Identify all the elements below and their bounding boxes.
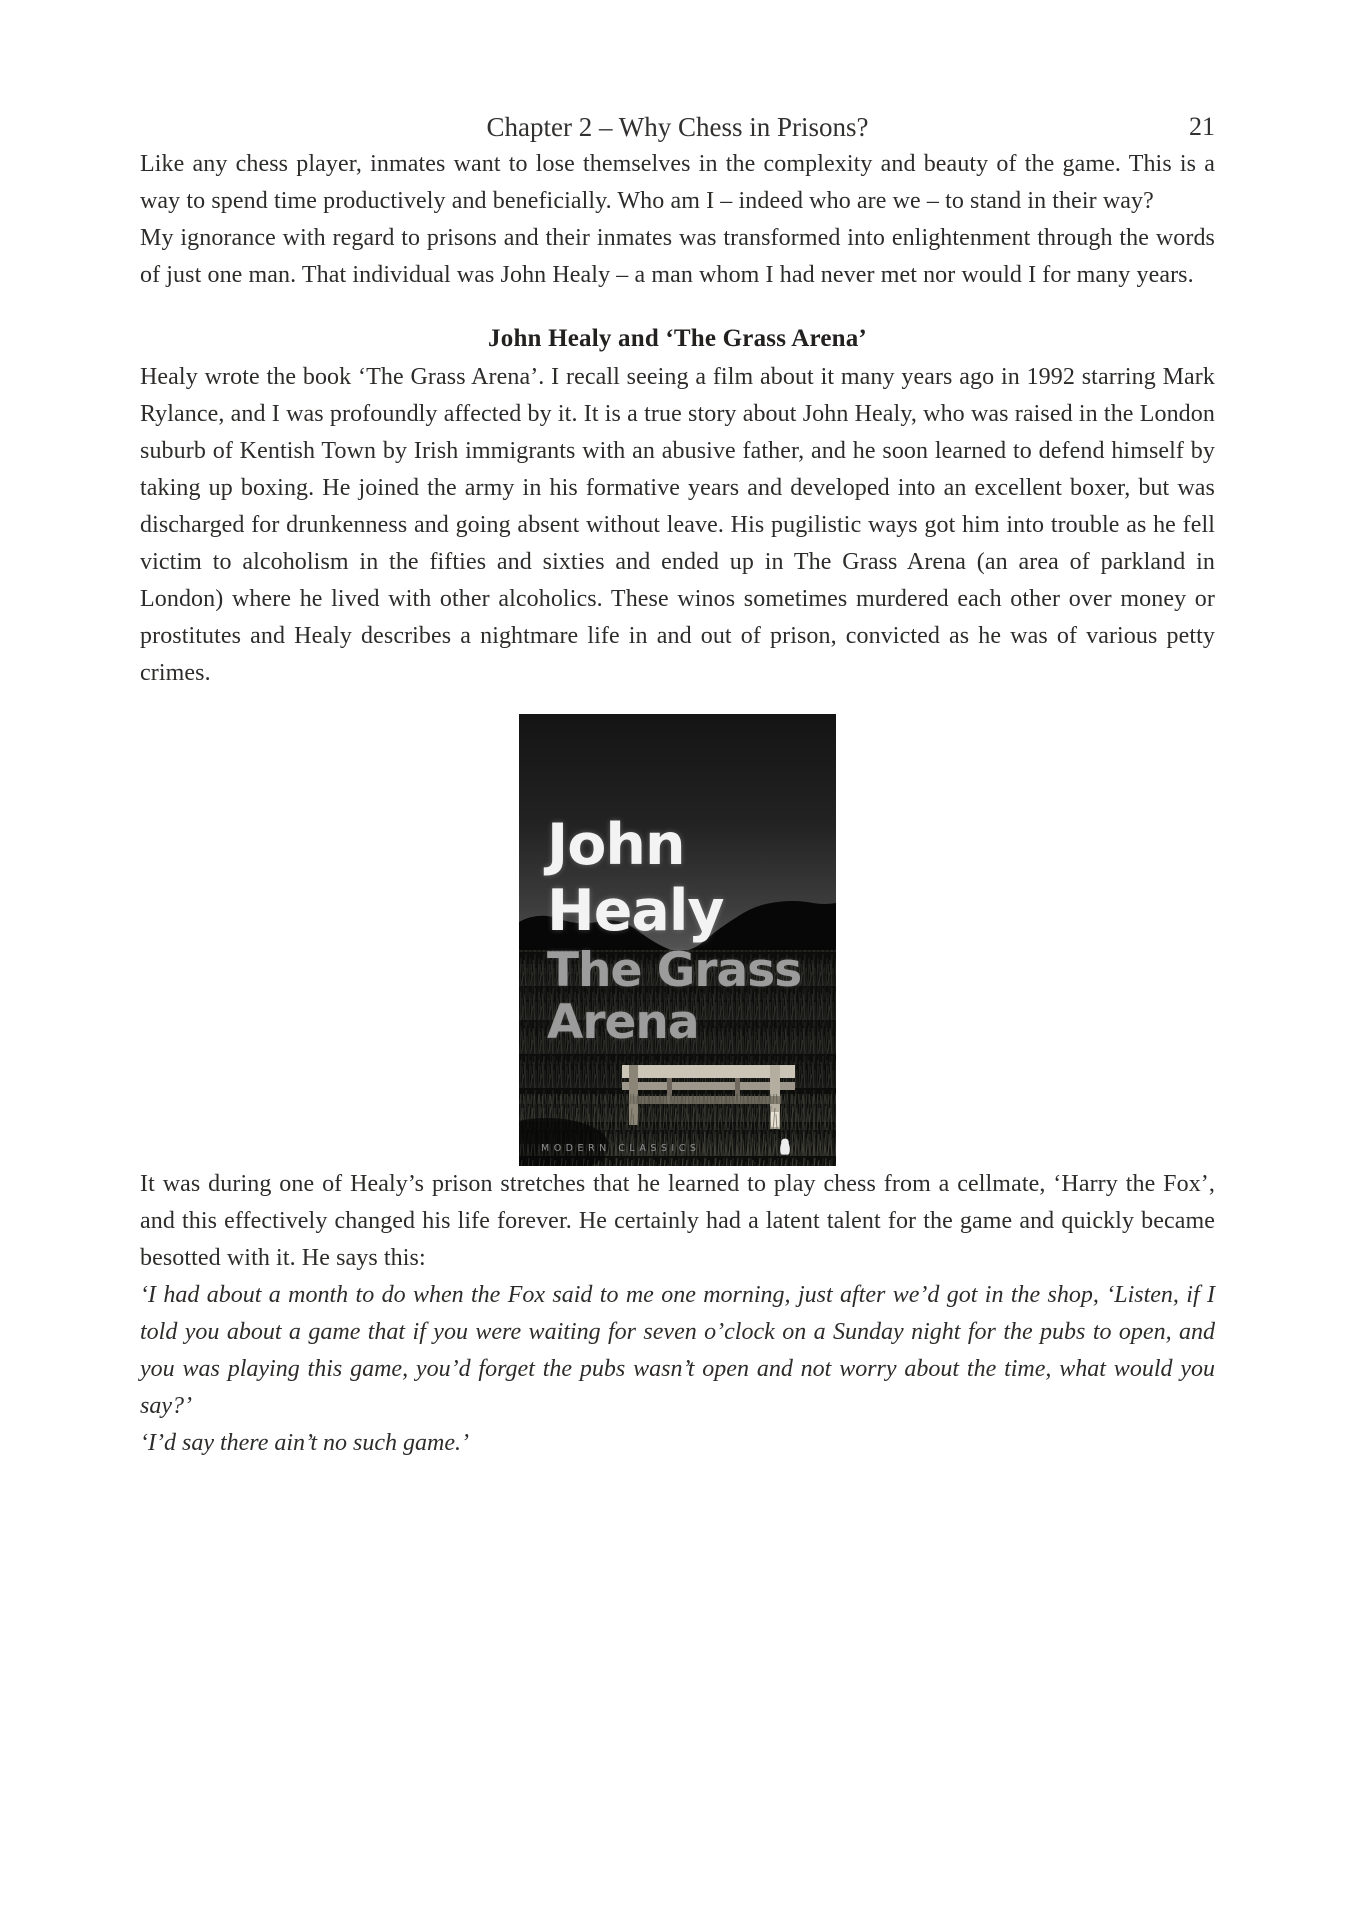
penguin-logo-icon <box>779 1138 791 1156</box>
paragraph-intro: Like any chess player, inmates want to lose themselves in the complexity and beauty of the game. This is a way to spend time productively and beneficially. Who am I – indeed who are we – to stand in their way? <box>140 151 1215 214</box>
paragraph-prison-chess: It was during one of Healy’s prison stretches that he learned to play chess from a cellmate, ‘Harry the Fox’, and this effectively changed his life forever. He certainly had a latent talent for the game and quickly became besotted with it. He says this: <box>140 1171 1215 1271</box>
cover-book-title <box>547 945 801 1049</box>
quote-fox-speech: ‘I had about a month to do when the Fox said to me one morning, just after we’d got in the shop, ‘Listen, if I told you about a game that if you were waiting for seven o’clock on a Sunday night for the pubs to open, and you was playing this game, you’d forget the pubs wasn’t open and not worry about the time, what would you say?’ <box>140 1282 1215 1419</box>
quote-reply: ‘I’d say there ain’t no such game.’ <box>140 1430 470 1456</box>
cover-series-label: MODERN CLASSICS <box>541 1143 701 1154</box>
paragraph-healy-bio: Healy wrote the book ‘The Grass Arena’. I recall seeing a film about it many years ago in 1992 starring Mark Rylance, and I was profoundly affected by it. It is a true story about John Healy, who was raised in the London suburb of Kentish Town by Irish immigrants with an abusive father, and he soon learned to defend himself by taking up boxing. He joined the army in his formative years and developed into an excellent boxer, but was discharged for drunkenness and going absent without leave. His pugilistic ways got him into trouble as he fell victim to alcoholism in the fifties and sixties and ended up in The Grass Arena (an area of parkland in London) where he lived with other alcoholics. These winos sometimes murdered each other over money or prostitutes and Healy describes a nightmare life in and out of prison, convicted as he was of various petty crimes. <box>140 364 1215 686</box>
book-page <box>140 110 1215 1462</box>
cover-author-line2: Healy <box>547 878 724 944</box>
cover-author-line1: John <box>547 812 685 878</box>
book-cover <box>519 714 836 1166</box>
running-head <box>140 110 1215 146</box>
cover-title-line2: Arena <box>547 995 699 1050</box>
chapter-title: Chapter 2 – Why Chess in Prisons? <box>486 112 869 142</box>
cover-author-name <box>547 812 724 944</box>
section-heading: John Healy and ‘The Grass Arena’ <box>488 325 867 352</box>
page-number: 21 <box>1189 112 1215 141</box>
book-cover-figure <box>519 714 836 1166</box>
cover-title-line1: The Grass <box>547 943 802 998</box>
paragraph-ignorance: My ignorance with regard to prisons and their inmates was transformed into enlightenment through the words of just one man. That individual was John Healy – a man whom I had never met nor would I for many years. <box>140 225 1215 288</box>
